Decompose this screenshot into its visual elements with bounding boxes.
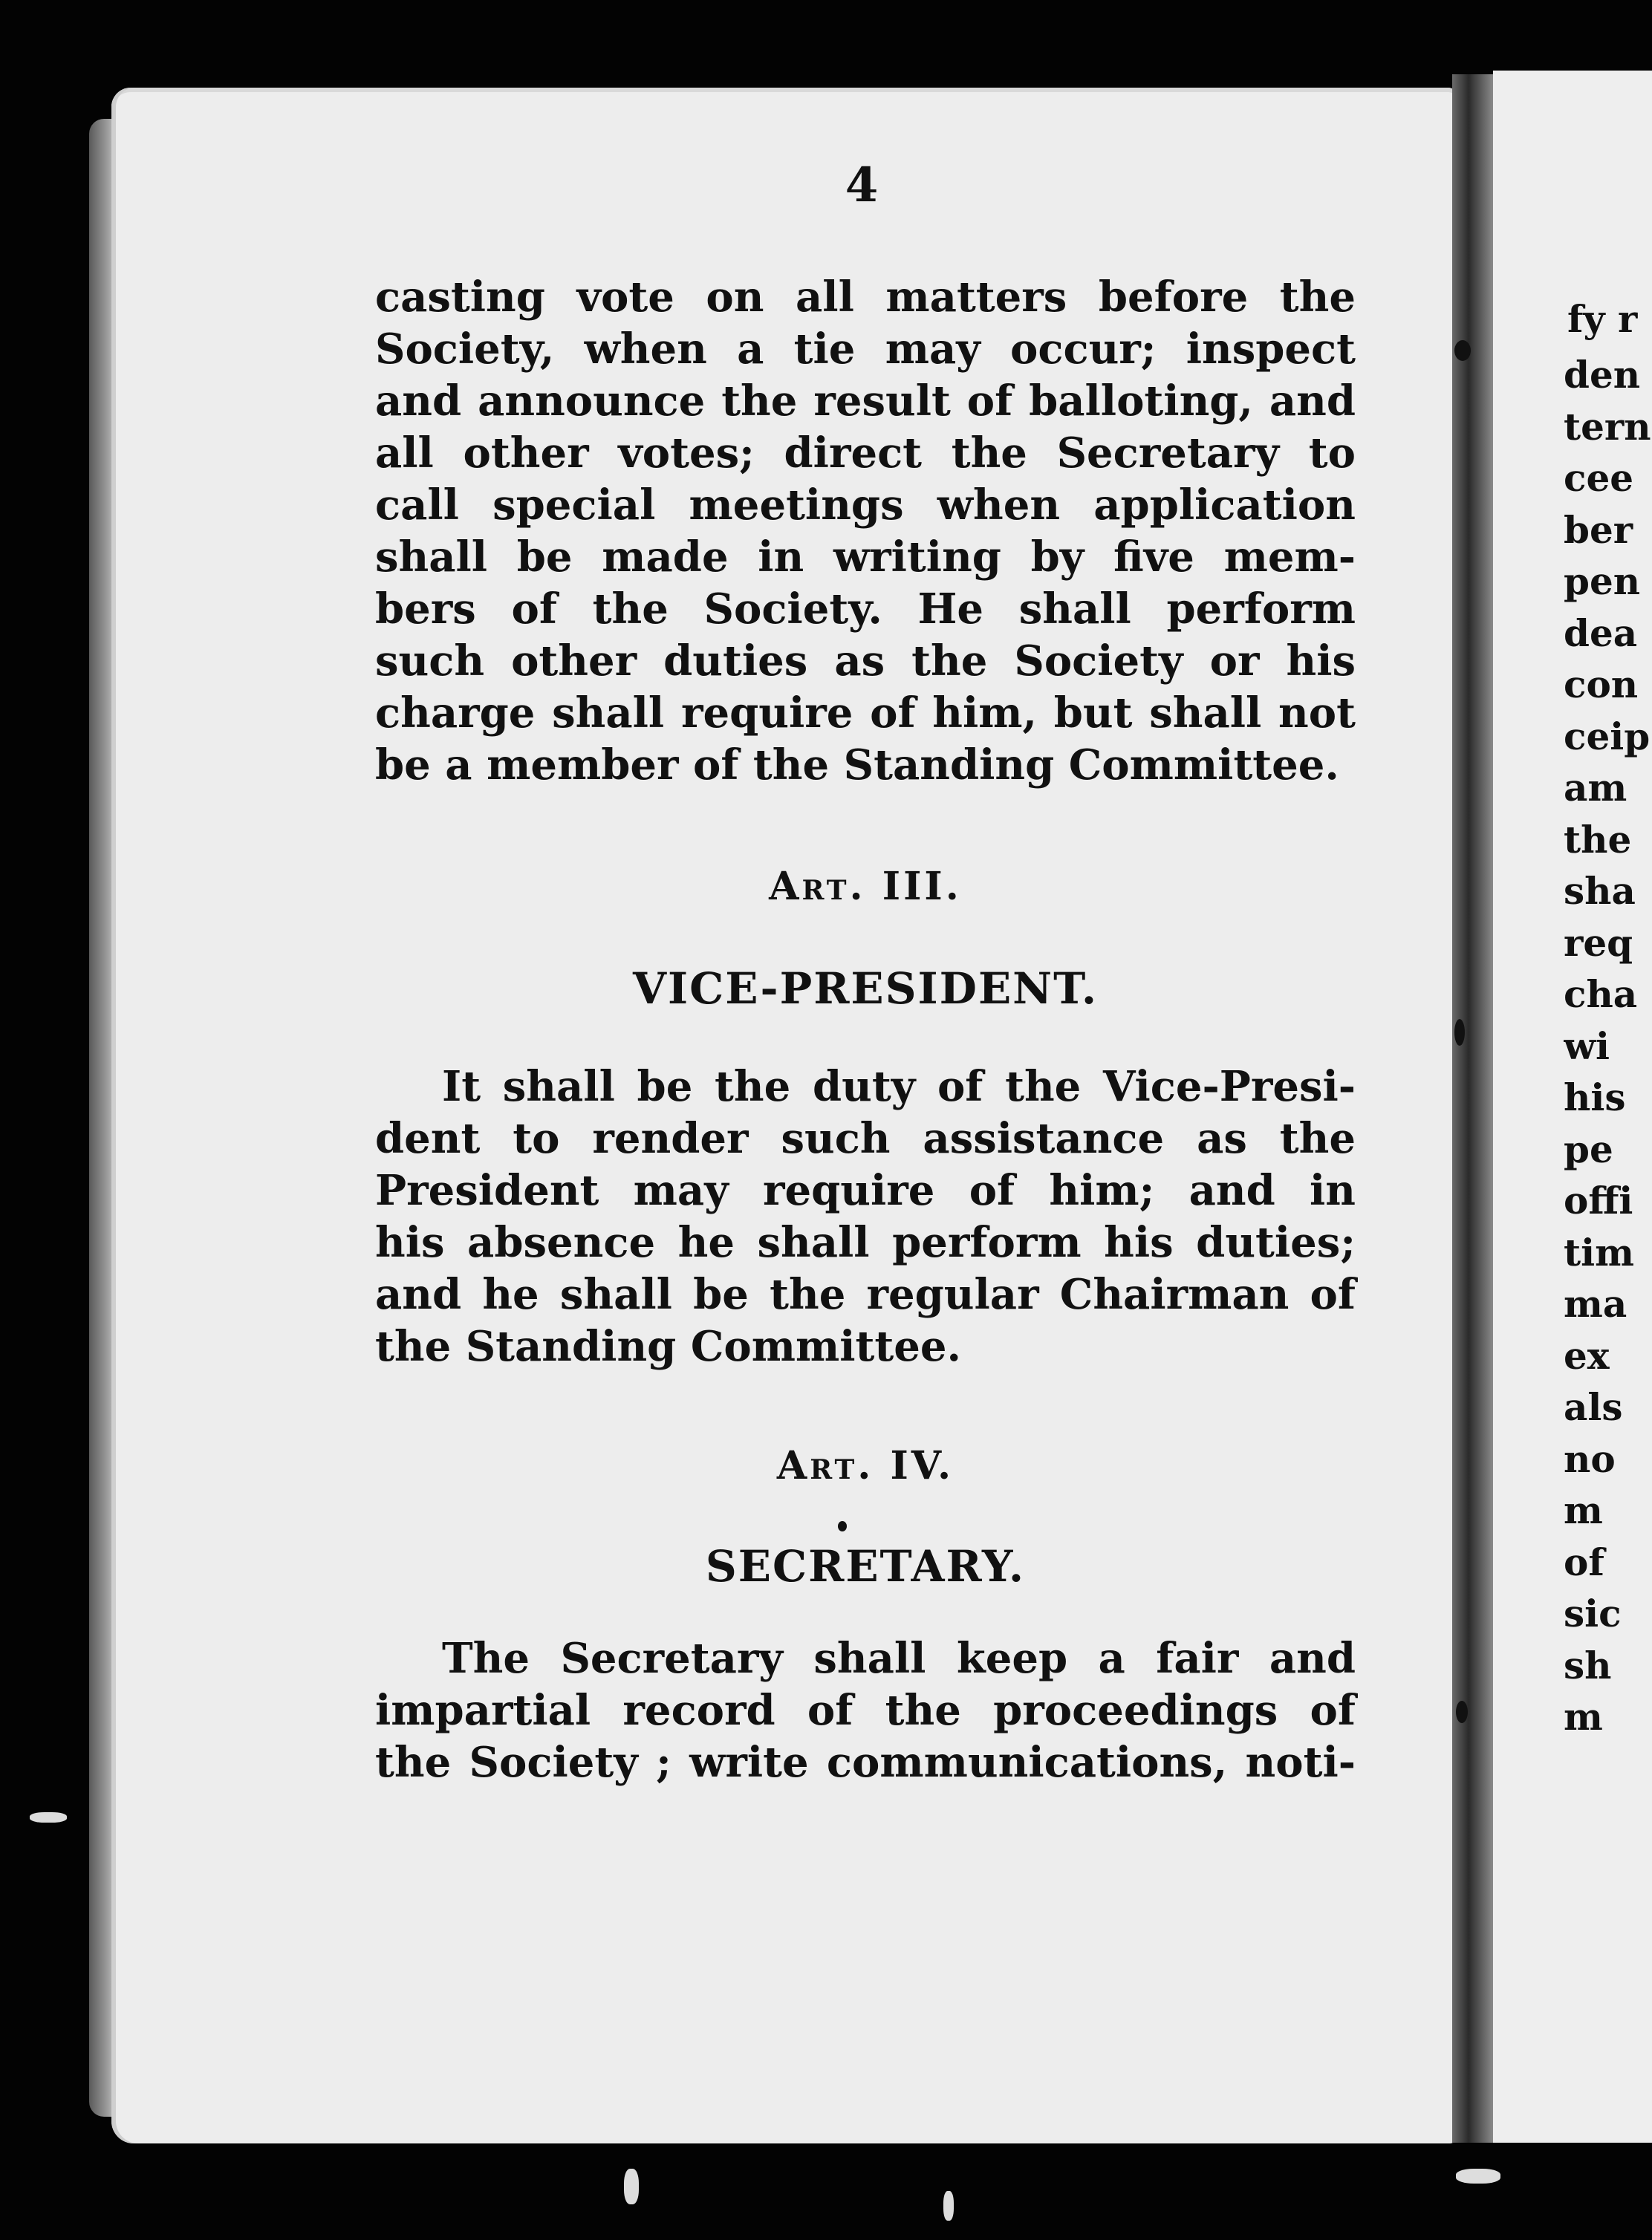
facing-text-line: als: [1564, 1385, 1623, 1429]
article-3-title: VICE-PRESIDENT.: [632, 963, 1099, 1014]
text-line: be a member of the Standing Committee.: [375, 740, 1339, 789]
text-line: dent to render such assistance as the: [375, 1114, 1356, 1163]
facing-text-line: sha: [1564, 869, 1636, 913]
text-line: impartial record of the proceedings of: [375, 1686, 1356, 1735]
text-line: such other duties as the Society or his: [375, 636, 1356, 686]
text-line: bers of the Society. He shall perform: [375, 585, 1356, 634]
text-line: Society, when a tie may occur; inspect: [375, 325, 1356, 374]
facing-text-line: wi: [1564, 1023, 1610, 1068]
article-4-title: SECRETARY.: [705, 1541, 1026, 1592]
facing-text-line: tim: [1564, 1230, 1634, 1274]
facing-text-line: no: [1564, 1436, 1616, 1481]
text-line: and he shall be the regular Chairman of: [375, 1270, 1356, 1319]
facing-text-line: pen: [1564, 559, 1641, 603]
text-line: call special meetings when application: [375, 481, 1356, 530]
facing-text-line: den: [1564, 353, 1641, 397]
facing-text-line: m: [1564, 1695, 1603, 1739]
facing-text-line: cha: [1564, 972, 1638, 1016]
facing-page-first-line: fy r: [1567, 297, 1638, 341]
facing-text-line: tern: [1564, 404, 1651, 449]
article-4-label: Art. IV.: [776, 1443, 955, 1488]
text-line: charge shall require of him, but shall not: [375, 688, 1356, 738]
text-line: and announce the result of balloting, and: [375, 377, 1356, 426]
ink-speck: [1454, 340, 1471, 361]
ink-speck: [1454, 1019, 1465, 1046]
facing-text-line: am: [1564, 766, 1627, 810]
book-spine: [1452, 74, 1493, 2143]
facing-text-line: pe: [1564, 1127, 1613, 1171]
text-line: President may require of him; and in: [375, 1166, 1356, 1215]
facing-text-line: sic: [1564, 1592, 1622, 1635]
text-line: his absence he shall perform his duties;: [375, 1218, 1356, 1267]
facing-text-line: req: [1564, 920, 1633, 965]
scan-speck: [943, 2191, 954, 2221]
facing-text-line: m: [1564, 1488, 1603, 1532]
facing-text-line: ceip: [1564, 714, 1651, 758]
facing-text-line: offi: [1564, 1179, 1633, 1222]
article-3-label: Art. III.: [769, 864, 962, 909]
facing-text-line: cee: [1564, 456, 1634, 500]
article-4-paragraph: [375, 1632, 1356, 1788]
facing-text-line: his: [1564, 1075, 1626, 1119]
ink-speck: [838, 1521, 847, 1531]
scan-speck: [30, 1812, 67, 1823]
facing-text-line: of: [1564, 1540, 1604, 1584]
text-line: The Secretary shall keep a fair and: [442, 1634, 1356, 1683]
scan-speck: [1456, 2169, 1500, 2184]
text-line: the Standing Committee.: [375, 1322, 962, 1371]
article-3-paragraph: [375, 1061, 1356, 1373]
scan-speck: [624, 2169, 639, 2204]
facing-text-line: dea: [1564, 611, 1638, 655]
page-number: 4: [845, 157, 879, 213]
facing-page-text: [1564, 349, 1652, 1743]
text-line: all other votes; direct the Secretary to: [375, 429, 1356, 478]
paragraph-continued: [375, 271, 1356, 791]
text-line: the Society ; write communications, noti-: [375, 1738, 1356, 1787]
facing-text-line: ex: [1564, 1333, 1610, 1378]
facing-text-line: ma: [1564, 1282, 1627, 1326]
text-line: It shall be the duty of the Vice-Presi-: [442, 1062, 1356, 1111]
text-line: shall be made in writing by five mem-: [375, 533, 1356, 582]
facing-text-line: sh: [1564, 1643, 1612, 1687]
ink-speck: [1456, 1701, 1468, 1723]
text-line: casting vote on all matters before the: [375, 273, 1356, 322]
facing-text-line: ber: [1564, 507, 1633, 552]
facing-text-line: the: [1564, 817, 1632, 862]
facing-text-line: con: [1564, 662, 1639, 706]
